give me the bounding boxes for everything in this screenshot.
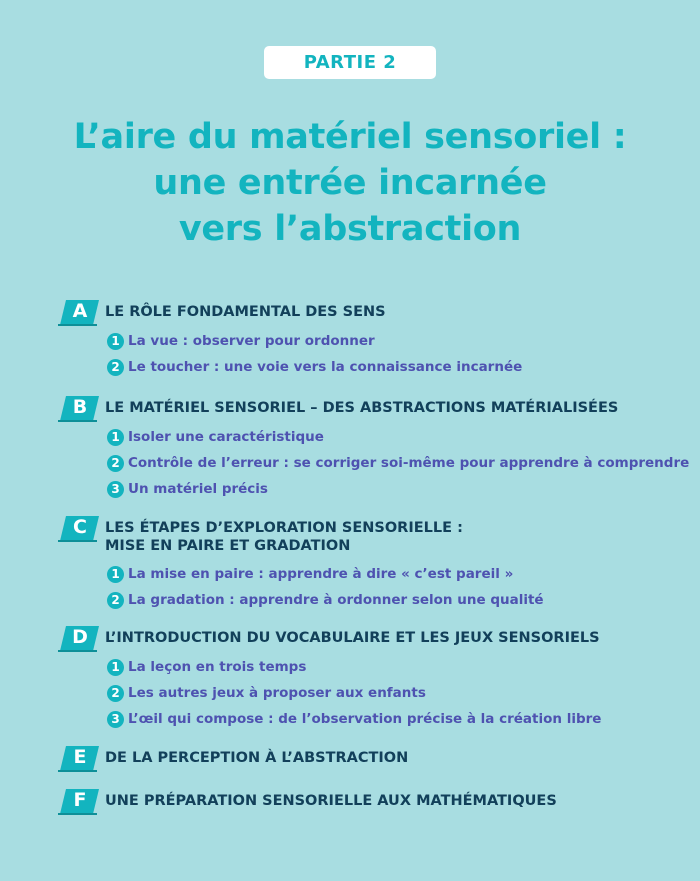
section-title: LE RÔLE FONDAMENTAL DES SENS <box>105 304 386 320</box>
list-item: 2 La gradation : apprendre à ordonner selon une qualité <box>107 587 544 613</box>
list-item: 2 Contrôle de l’erreur : se corriger soi-même pour apprendre à comprendre <box>107 450 689 476</box>
list-item: 3 Un matériel précis <box>107 476 689 502</box>
number-badge: 1 <box>107 659 124 676</box>
section-title: UNE PRÉPARATION SENSORIELLE AUX MATHÉMATIQUES <box>105 793 557 809</box>
number-badge: 2 <box>107 685 124 702</box>
title-line-2: une entrée incarnée <box>153 163 547 203</box>
list-item: 1 La vue : observer pour ordonner <box>107 328 522 354</box>
section-title: LE MATÉRIEL SENSORIEL – DES ABSTRACTIONS MATÉRIALISÉES <box>105 400 619 416</box>
number-badge: 2 <box>107 455 124 472</box>
section-a <box>57 298 522 380</box>
section-b <box>57 394 689 502</box>
section-letter-badge: F <box>57 787 103 815</box>
page-title <box>0 114 700 252</box>
number-badge: 1 <box>107 333 124 350</box>
section-letter-badge: E <box>57 744 103 772</box>
section-c <box>57 514 544 613</box>
section-d <box>57 624 601 732</box>
list-item: 2 Les autres jeux à proposer aux enfants <box>107 680 601 706</box>
section-letter-badge: A <box>57 298 103 326</box>
part-label: PARTIE 2 <box>264 46 436 79</box>
number-badge: 1 <box>107 429 124 446</box>
list-item: 2 Le toucher : une voie vers la connaissance incarnée <box>107 354 522 380</box>
section-f <box>57 787 557 815</box>
list-item: 3 L’œil qui compose : de l’observation précise à la création libre <box>107 706 601 732</box>
section-e <box>57 744 408 772</box>
number-badge: 3 <box>107 481 124 498</box>
number-badge: 2 <box>107 592 124 609</box>
section-letter-badge: C <box>57 514 103 542</box>
number-badge: 1 <box>107 566 124 583</box>
section-title: DE LA PERCEPTION À L’ABSTRACTION <box>105 750 409 766</box>
number-badge: 2 <box>107 359 124 376</box>
section-title: LES ÉTAPES D’EXPLORATION SENSORIELLE : MISE EN PAIRE ET GRADATION <box>105 520 463 554</box>
number-badge: 3 <box>107 711 124 728</box>
title-line-1: L’aire du matériel sensoriel : <box>73 117 627 157</box>
section-letter-badge: B <box>57 394 103 422</box>
list-item: 1 La mise en paire : apprendre à dire « c’est pareil » <box>107 561 544 587</box>
title-line-3: vers l’abstraction <box>178 209 522 249</box>
section-letter-badge: D <box>57 624 103 652</box>
section-title: L’INTRODUCTION DU VOCABULAIRE ET LES JEUX SENSORIELS <box>105 630 600 646</box>
list-item: 1 La leçon en trois temps <box>107 654 601 680</box>
list-item: 1 Isoler une caractéristique <box>107 424 689 450</box>
